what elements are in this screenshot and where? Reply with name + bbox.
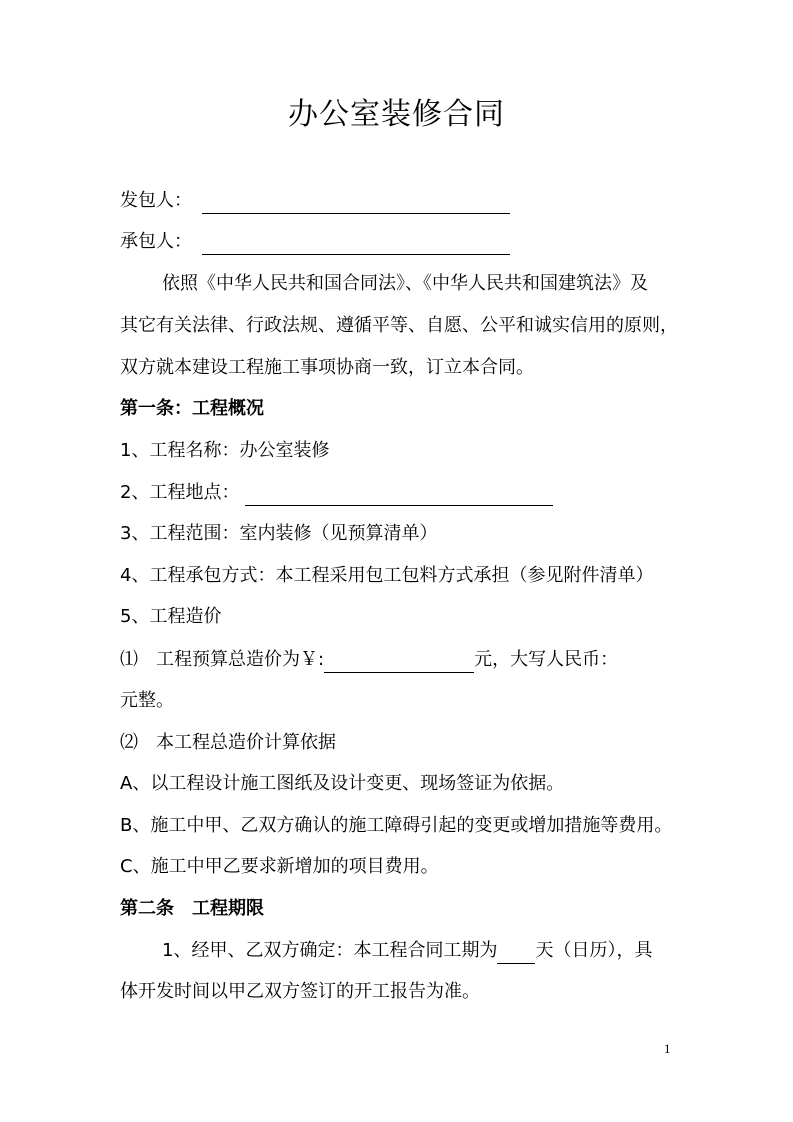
budget-price-blank	[324, 652, 474, 673]
project-cost-heading: 5、工程造价	[120, 606, 222, 627]
duration-blank	[497, 943, 535, 964]
duration-line-1	[162, 938, 652, 964]
budget-price-suffix: 元，大写人民币：	[474, 649, 619, 670]
intro-line-1: 依照《中华人民共和国合同法》、《中华人民共和国建筑法》及	[162, 273, 648, 294]
document-title: 办公室装修合同	[288, 97, 505, 132]
cost-basis-b: B、施工中甲、乙双方确认的施工障碍引起的变更或增加措施等费用。	[120, 815, 673, 836]
page-number: 1	[664, 1041, 671, 1056]
party-a-line	[120, 188, 510, 214]
cost-basis-c: C、施工中甲乙要求新增加的项目费用。	[120, 856, 439, 877]
budget-price-end: 元整。	[120, 690, 174, 711]
project-scope: 3、工程范围：室内装修（见预算清单）	[120, 523, 438, 544]
party-b-label: 承包人：	[120, 231, 192, 252]
party-a-label: 发包人：	[120, 190, 192, 211]
project-location-line	[120, 480, 553, 506]
party-b-line	[120, 229, 510, 255]
article-2-heading: 第二条 工程期限	[120, 898, 264, 919]
project-location-label: 2、工程地点：	[120, 482, 240, 503]
cost-basis-heading: ⑵ 本工程总造价计算依据	[120, 732, 336, 753]
budget-price-prefix: ⑴ 工程预算总造价为￥:	[120, 649, 325, 670]
party-a-blank	[202, 193, 510, 214]
intro-line-2: 其它有关法律、行政法规、遵循平等、自愿、公平和诚实信用的原则，	[120, 315, 678, 336]
cost-basis-a: A、以工程设计施工图纸及设计变更、现场签证为依据。	[120, 773, 565, 794]
intro-line-3: 双方就本建设工程施工事项协商一致，订立本合同。	[120, 357, 534, 378]
duration-line-2: 体开发时间以甲乙双方签订的开工报告为准。	[120, 981, 480, 1002]
project-location-blank	[245, 485, 553, 506]
contract-method: 4、工程承包方式：本工程采用包工包料方式承担（参见附件清单）	[120, 565, 654, 586]
budget-price-line	[120, 647, 618, 673]
party-b-blank	[202, 234, 510, 255]
duration-suffix: 天（日历），具	[535, 940, 653, 961]
article-1-heading: 第一条：工程概况	[120, 398, 264, 419]
project-name: 1、工程名称：办公室装修	[120, 440, 330, 461]
duration-prefix: 1、经甲、乙双方确定：本工程合同工期为	[162, 940, 498, 961]
